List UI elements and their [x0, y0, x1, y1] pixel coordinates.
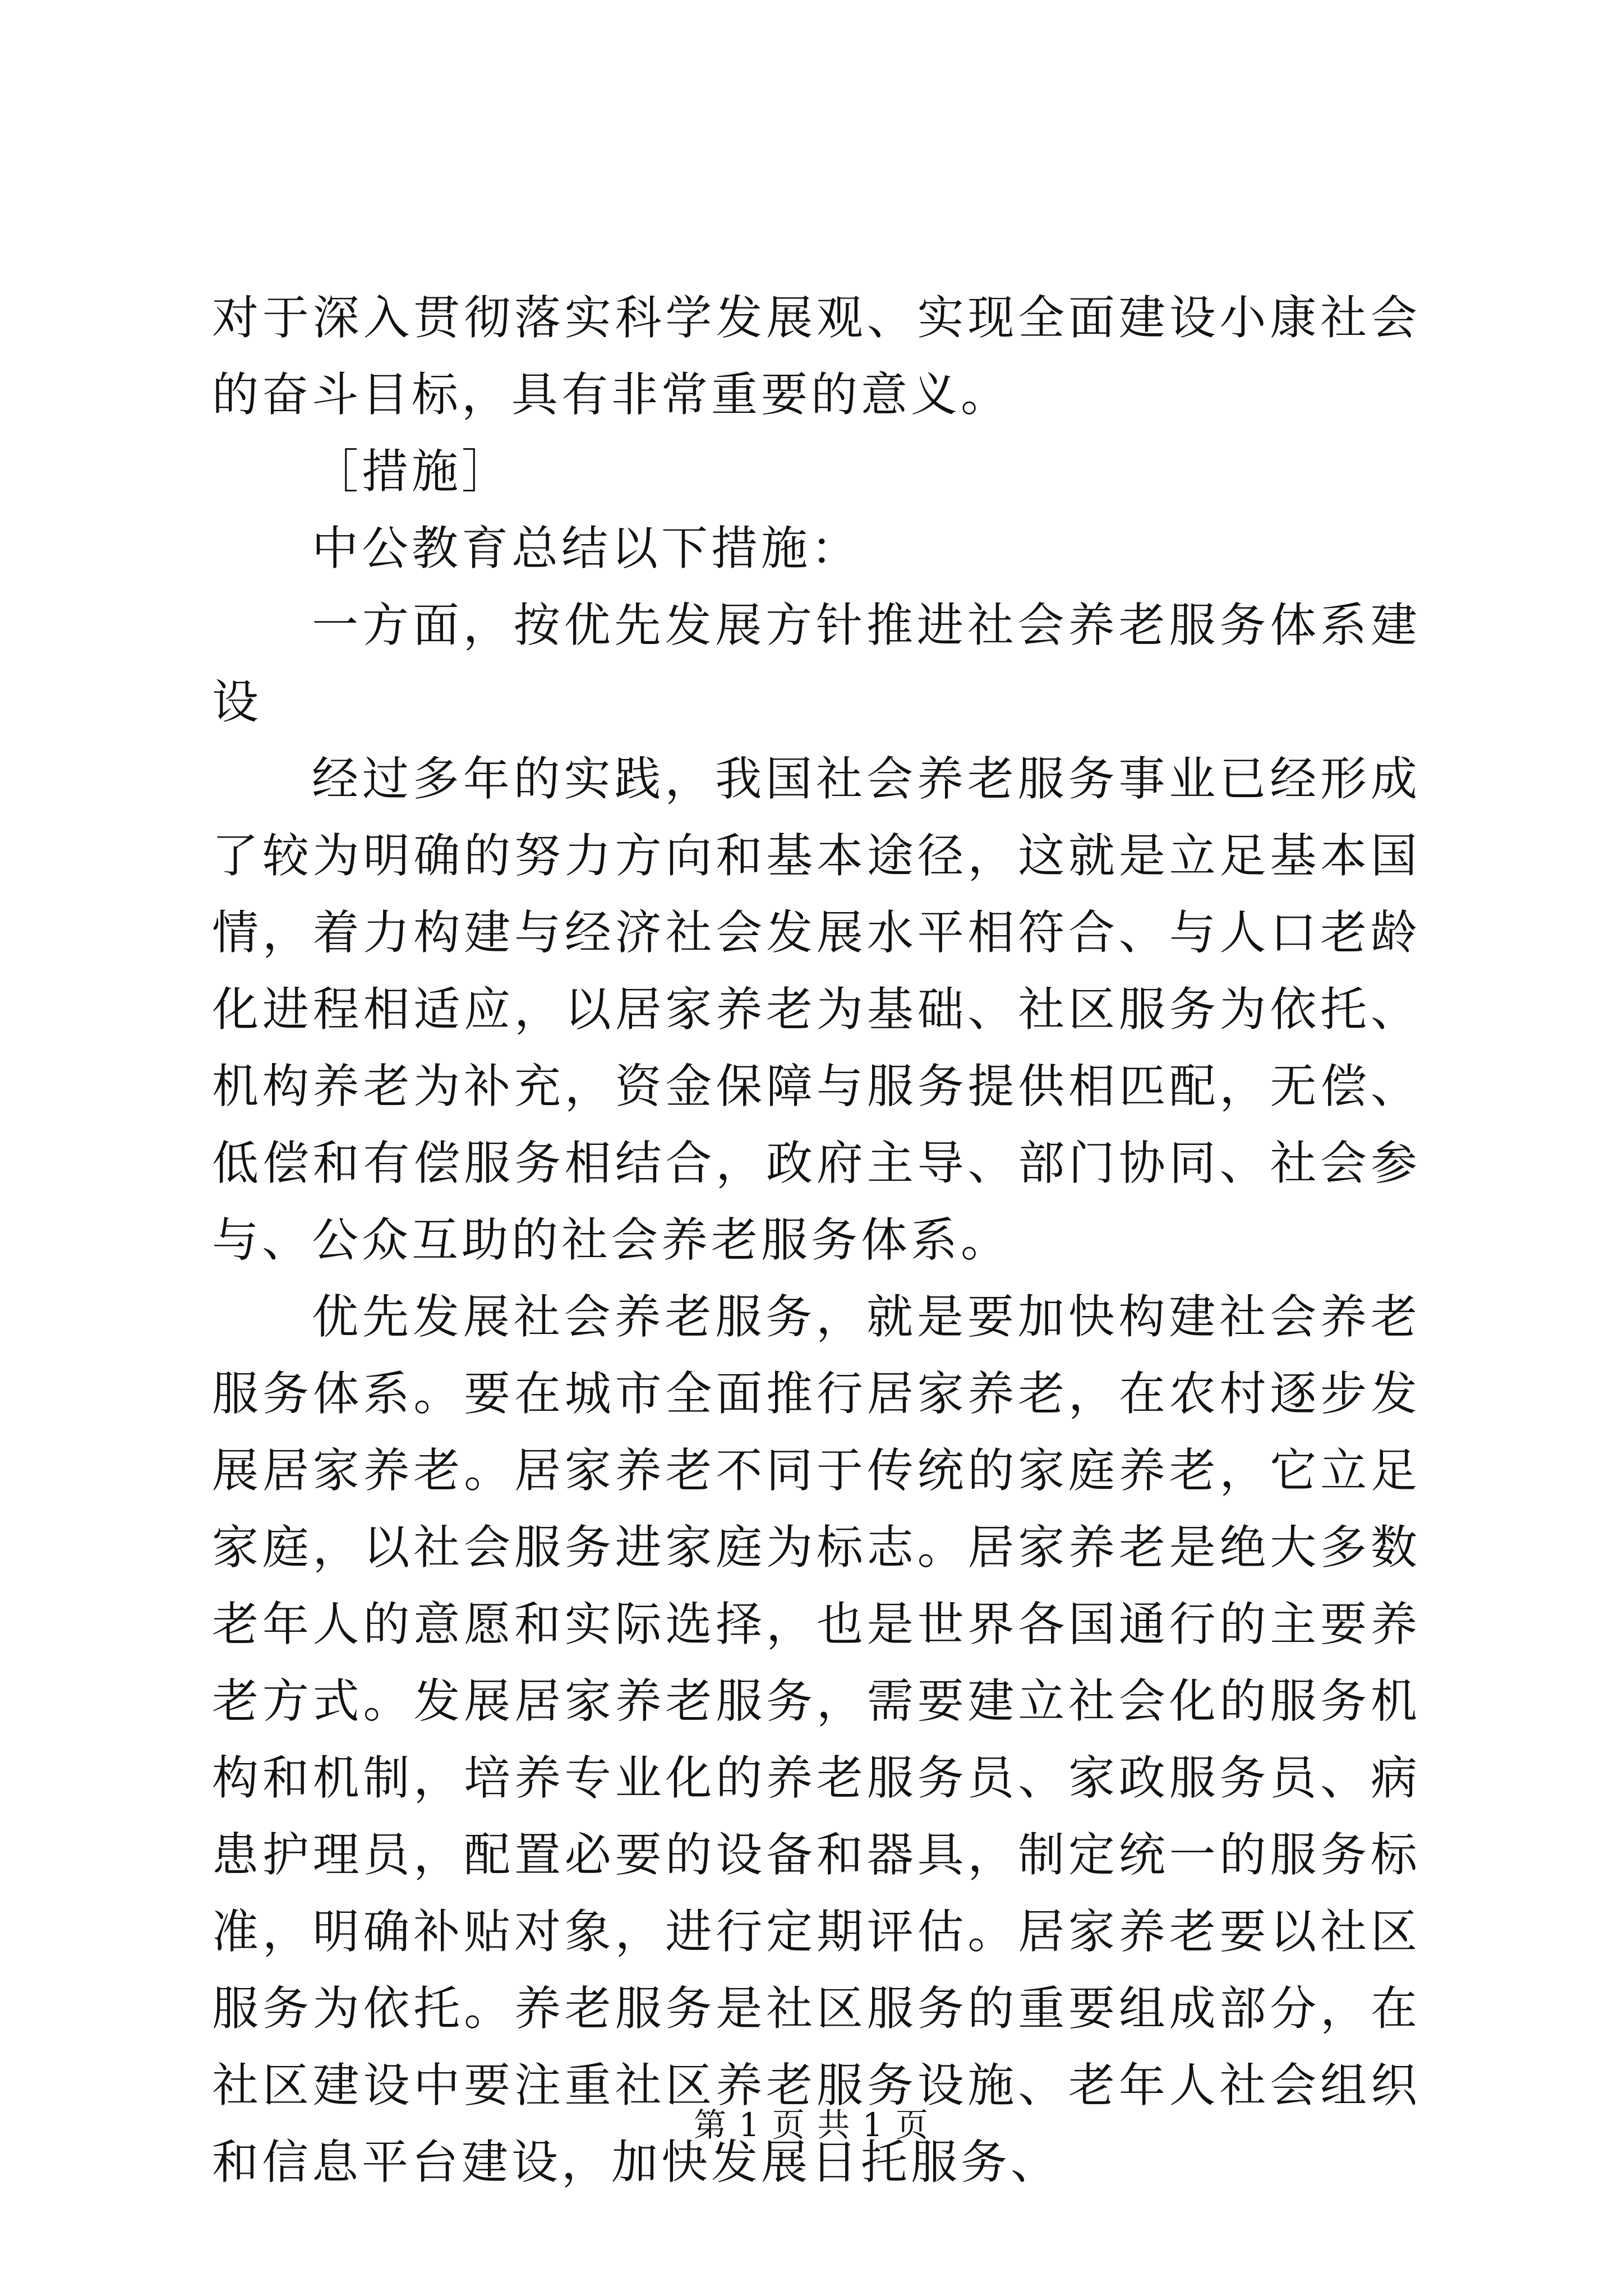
section-heading-measures: ［措施］: [312, 444, 511, 499]
paragraph-intro-continuation: 对于深入贯彻落实科学发展观、实现全面建设小康社会的奋斗目标，具有非常重要的意义。: [212, 291, 1421, 422]
paragraph-summary-lead: 中公教育总结以下措施：: [312, 521, 861, 576]
paragraph-priority-development: 优先发展社会养老服务，就是要加快构建社会养老服务体系。要在城市全面推行居家养老，在农村逐步发展居家养老。居家养老不同于传统的家庭养老，它立足家庭，以社会服务进家庭为标志。居家养老是绝大多数老年人的意愿和实际选择，也是世界各国通行的主要养老方式。发展居家养老服务，需要建立社会化的服务机构和机制，培养专业化的养老服务员、家政服务员、病患护理员，配置必要的设备和器具，制定统一的服务标准，明确补贴对象，进行定期评估。居家养老要以社区服务为依托。养老服务是社区服务的重要组成部分，在社区建设中要注重社区养老服务设施、老年人社会组织和信息平台建设，加快发展日托服务、: [212, 1290, 1421, 2189]
page-footer: 第 1 页 共 1 页: [694, 2106, 929, 2144]
subheading-first-aspect: 一方面，按优先发展方针推进社会养老服务体系建设: [212, 598, 1421, 729]
paragraph-practice: 经过多年的实践，我国社会养老服务事业已经形成了较为明确的努力方向和基本途径，这就是立足基本国情，着力构建与经济社会发展水平相符合、与人口老龄化进程相适应，以居家养老为基础、社区服务为依托、机构养老为补充，资金保障与服务提供相匹配，无偿、低偿和有偿服务相结合，政府主导、部门协同、社会参与、公众互助的社会养老服务体系。: [212, 752, 1421, 1267]
document-body: [212, 279, 1421, 2201]
